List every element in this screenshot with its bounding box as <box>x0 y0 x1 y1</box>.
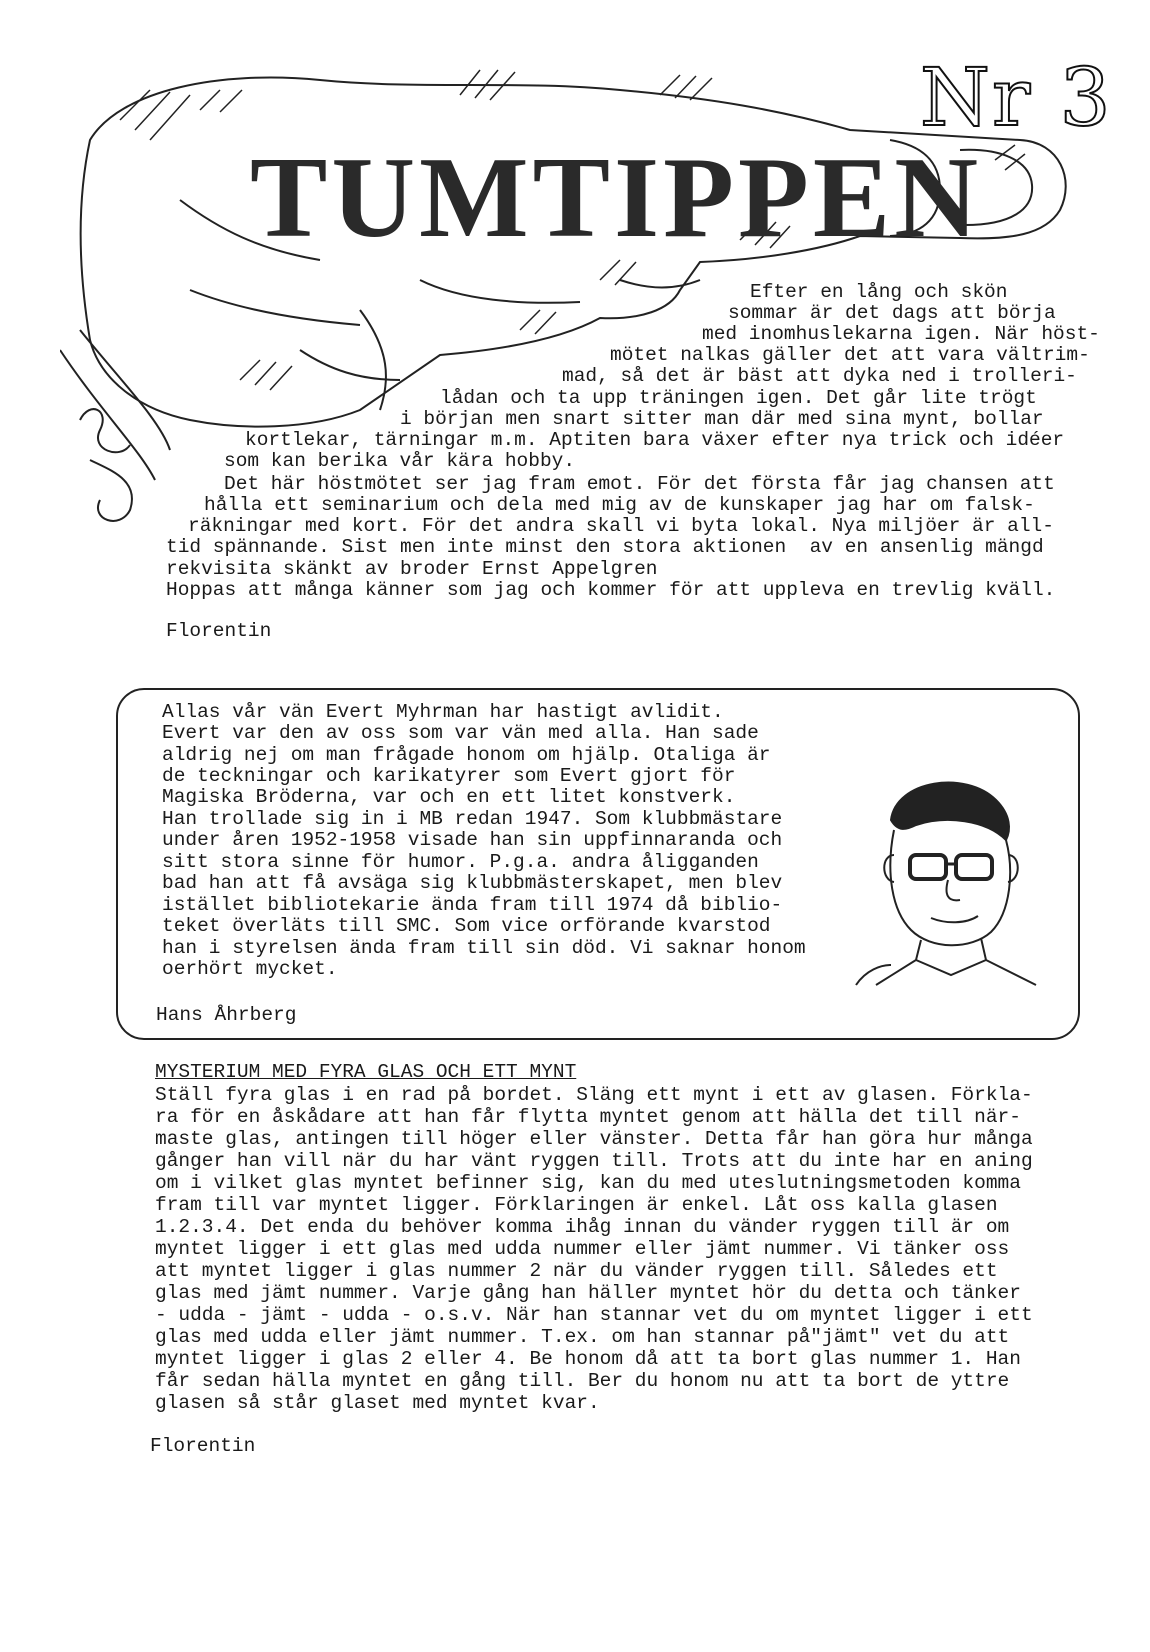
memorial-line: bad han att få avsäga sig klubbmästerskapet, men blev <box>162 872 783 894</box>
article-line: glas med udda eller jämt nummer. T.ex. om han stannar på"jämt" vet du att <box>155 1326 1010 1348</box>
intro-line: kortlekar, tärningar m.m. Aptiten bara växer efter nya trick och idéer <box>245 429 1065 451</box>
intro-line: Det här höstmötet ser jag fram emot. För det första får jag chansen att <box>224 473 1055 495</box>
portrait-caricature <box>836 760 1066 990</box>
memorial-line: Magiska Bröderna, var och en ett litet konstverk. <box>162 786 736 808</box>
masthead-title: TUMTIPPEN <box>250 134 982 262</box>
article-line: 1.2.3.4. Det enda du behöver komma ihåg innan du vänder ryggen till är om <box>155 1216 1010 1238</box>
article-line: får sedan hälla myntet en gång till. Ber du honom nu att ta bort de yttre <box>155 1370 1010 1392</box>
intro-line: lådan och ta upp träningen igen. Det går lite trögt <box>440 387 1037 409</box>
article-line: Ställ fyra glas i en rad på bordet. Släng ett mynt i ett av glasen. Förkla- <box>155 1084 1033 1106</box>
memorial-line: Allas vår vän Evert Myhrman har hastigt avlidit. <box>162 701 724 723</box>
memorial-line: oerhört mycket. <box>162 958 338 980</box>
article-line: myntet ligger i glas 2 eller 4. Be honom då att ta bort glas nummer 1. Han <box>155 1348 1021 1370</box>
intro-line: i början men snart sitter man där med sina mynt, bollar <box>400 408 1044 430</box>
issue-number: Nr 3 <box>920 51 1113 144</box>
article-line: maste glas, antingen till höger eller vänster. Detta får han göra hur många <box>155 1128 1033 1150</box>
article-title: MYSTERIUM MED FYRA GLAS OCH ETT MYNT <box>155 1061 577 1083</box>
memorial-line: han i styrelsen ända fram till sin död. Vi saknar honom <box>162 937 806 959</box>
memorial-line: istället bibliotekarie ända fram till 1974 då biblio- <box>162 894 783 916</box>
intro-line: rekvisita skänkt av broder Ernst Appelgren <box>166 558 658 580</box>
intro-line: tid spännande. Sist men inte minst den stora aktionen av en ansenlig mängd <box>166 536 1044 558</box>
intro-line: mötet nalkas gäller det att vara vältrim- <box>610 344 1090 366</box>
memorial-line: de teckningar och karikatyrer som Evert gjort för <box>162 765 736 787</box>
article-line: om i vilket glas myntet befinner sig, kan du med uteslutningsmetoden komma <box>155 1172 1021 1194</box>
article-signature: Florentin <box>150 1435 256 1457</box>
article-line: glasen så står glaset med myntet kvar. <box>155 1392 600 1414</box>
article-line: myntet ligger i ett glas med udda nummer eller jämt nummer. Vi tänker oss <box>155 1238 1010 1260</box>
memorial-line: Han trollade sig in i MB redan 1947. Som klubbmästare <box>162 808 783 830</box>
memorial-line: teket överläts till SMC. Som vice orförande kvarstod <box>162 915 771 937</box>
intro-line: sommar är det dags att börja <box>728 302 1056 324</box>
article-line: gånger han vill när du har vänt ryggen till. Trots att du inte har en aning <box>155 1150 1033 1172</box>
article-line: glas med jämt nummer. Varje gång han häller myntet hör du detta och tänker <box>155 1282 1021 1304</box>
memorial-line: Evert var den av oss som var vän med alla. Han sade <box>162 722 759 744</box>
intro-line: räkningar med kort. För det andra skall vi byta lokal. Nya miljöer är all- <box>188 515 1054 537</box>
memorial-line: aldrig nej om man frågade honom om hjälp. Otaliga är <box>162 744 771 766</box>
intro-signature: Florentin <box>166 620 272 642</box>
article-line: fram till var myntet ligger. Förklaringen är enkel. Låt oss kalla glasen <box>155 1194 998 1216</box>
intro-line: som kan berika vår kära hobby. <box>224 450 576 472</box>
intro-line: Efter en lång och skön <box>750 281 1008 303</box>
article-line: ra för en åskådare att han får flytta myntet genom att hälla det till när- <box>155 1106 1021 1128</box>
intro-line: mad, så det är bäst att dyka ned i trolleri- <box>562 365 1077 387</box>
article-line: att myntet ligger i glas nummer 2 när du vänder ryggen till. Således ett <box>155 1260 998 1282</box>
intro-line: med inomhuslekarna igen. När höst- <box>702 323 1100 345</box>
intro-line: Hoppas att många känner som jag och kommer för att uppleva en trevlig kväll. <box>166 579 1056 601</box>
article-line: - udda - jämt - udda - o.s.v. När han stannar vet du om myntet ligger i ett <box>155 1304 1033 1326</box>
memorial-line: under åren 1952-1958 visade han sin uppfinnaranda och <box>162 829 783 851</box>
memorial-signature: Hans Åhrberg <box>156 1004 297 1026</box>
intro-line: hålla ett seminarium och dela med mig av de kunskaper jag har om falsk- <box>204 494 1035 516</box>
memorial-line: sitt stora sinne för humor. P.g.a. andra åligganden <box>162 851 759 873</box>
